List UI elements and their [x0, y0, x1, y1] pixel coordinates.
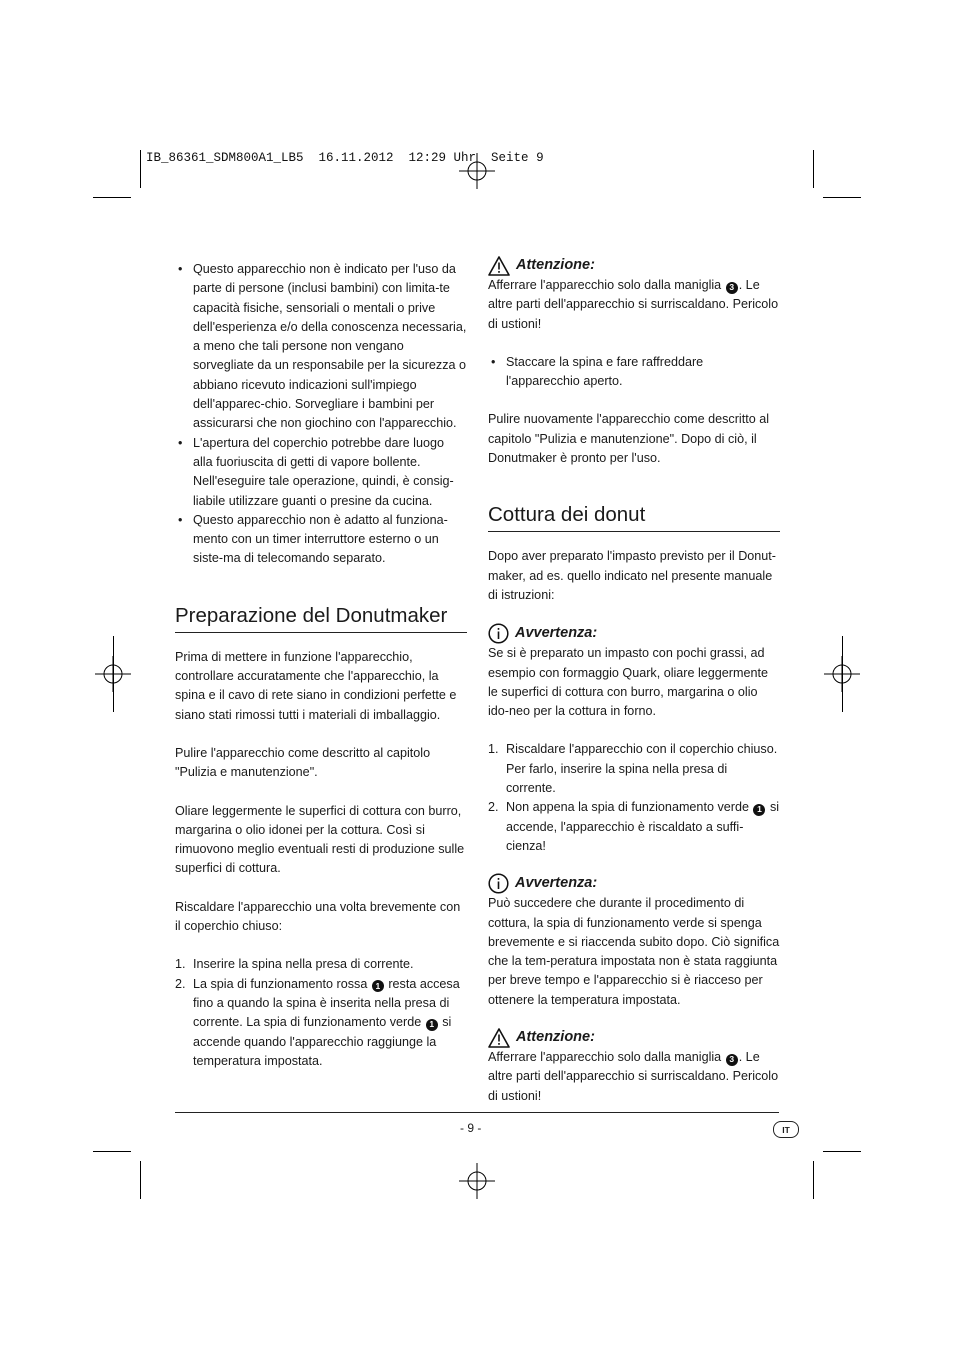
- marker-one-icon: 1: [426, 1019, 438, 1031]
- registration-mark-icon: [459, 153, 495, 189]
- paragraph: Dopo aver preparato l'impasto previsto per il Donut-maker, ad es. quello indicato nel presente manuale di istruzioni:: [488, 549, 777, 602]
- info-heading: [488, 873, 780, 894]
- warning-heading: [488, 1027, 780, 1048]
- info-circle-icon: [488, 873, 509, 894]
- crop-mark: [93, 197, 131, 198]
- warning-title: Attenzione:: [516, 257, 595, 273]
- step-number: 2.: [488, 800, 499, 815]
- list-item: [175, 975, 467, 1071]
- footer-divider: [175, 1112, 779, 1113]
- step-text: Inserire la spina nella presa di corrente.: [193, 957, 414, 972]
- info-text: Se si è preparato un impasto con pochi grassi, ad esempio con formaggio Quark, oliare leggermente le superfici di cottura con burro, margarina o olio ido-neo per la cottura in forno.: [488, 646, 769, 719]
- info-heading: [488, 623, 780, 644]
- steps-list: [175, 955, 467, 1071]
- crop-mark: [842, 636, 843, 712]
- list-item: [488, 798, 780, 856]
- section-heading: Cottura dei donut: [488, 502, 780, 532]
- print-slug: IB_86361_SDM800A1_LB5 16.11.2012 12:29 Uhr Seite 9: [146, 151, 544, 165]
- list-item: [488, 740, 780, 798]
- paragraph: Pulire l'apparecchio come descritto al capitolo "Pulizia e manutenzione".: [175, 745, 431, 780]
- left-column: [175, 260, 467, 1071]
- registration-mark-icon: [459, 1163, 495, 1199]
- bullet-list: [488, 353, 780, 392]
- crop-mark: [140, 150, 141, 188]
- crop-mark: [823, 197, 861, 198]
- marker-one-icon: 1: [753, 804, 765, 816]
- paragraph: Oliare leggermente le superfici di cottura con burro, margarina o olio idonei per la cottura. Così si rimuovono meglio eventuali resti di produzione sulle superfici di cottura.: [175, 803, 465, 876]
- crop-mark: [813, 1161, 814, 1199]
- info-title: Avvertenza:: [515, 875, 598, 892]
- info-text: Può succedere che durante il procedimento di cottura, la spia di funzionamento verde si spenga brevemente e si riaccenda subito dopo. Ciò significa che la tem-peratura impostata non è stata raggiunta per breve tempo e l'apparecchio si è riacceso per ottenere la temperatura impostata.: [488, 896, 780, 1007]
- right-column: [488, 255, 780, 1106]
- list-item: [175, 955, 467, 974]
- crop-mark: [813, 150, 814, 188]
- paragraph: Riscaldare l'apparecchio una volta brevemente con il coperchio chiuso:: [175, 899, 461, 934]
- list-item: • Staccare la spina e fare raffreddare l'apparecchio aperto.: [488, 353, 780, 392]
- crop-mark: [113, 636, 114, 712]
- warning-heading: [488, 255, 780, 276]
- step-number: 1.: [488, 742, 499, 757]
- warning-text: [488, 1048, 780, 1106]
- step-text: si accende, l'apparecchio è riscaldato a suffi-cienza!: [506, 800, 780, 853]
- info-title: Avvertenza:: [515, 625, 598, 642]
- paragraph: Prima di mettere in funzione l'apparecchio, controllare accuratamente che l'apparecchio, la spina e il cavo di rete siano in condizioni perfette e siano stati rimossi tutti i materiali di imballaggio.: [175, 649, 457, 722]
- step-text: Riscaldare l'apparecchio con il coperchio chiuso. Per farlo, inserire la spina nella presa di corrente.: [506, 742, 778, 796]
- marker-one-icon: 1: [372, 980, 384, 992]
- warning-title: Attenzione:: [516, 1029, 595, 1046]
- step-text: Non appena la spia di funzionamento verde: [506, 800, 749, 815]
- info-circle-icon: [488, 623, 509, 644]
- text-run: Afferrare l'apparecchio solo dalla maniglia: [488, 1050, 722, 1065]
- text-run: . Le altre parti dell'apparecchio si surriscaldano. Pericolo di ustioni!: [488, 278, 779, 331]
- text-run: . Le altre parti dell'apparecchio si surriscaldano. Pericolo di ustioni!: [488, 1050, 779, 1103]
- warning-triangle-icon: [488, 1028, 510, 1048]
- crop-mark: [823, 1151, 861, 1152]
- language-badge: IT: [773, 1121, 799, 1138]
- page-number: - 9 -: [460, 1121, 482, 1135]
- list-item: • Questo apparecchio non è adatto al funziona-mento con un timer interruttore esterno o un siste-ma di telecomando separato.: [175, 511, 467, 569]
- section-heading: Preparazione del Donutmaker: [175, 603, 467, 633]
- paragraph: Pulire nuovamente l'apparecchio come descritto al capitolo "Pulizia e manutenzione". Dopo di ciò, il Donutmaker è pronto per l'uso.: [488, 412, 770, 466]
- step-text: si accende quando l'apparecchio raggiunge la temperatura impostata.: [193, 1015, 452, 1068]
- marker-three-icon: 3: [726, 1054, 738, 1066]
- crop-mark: [93, 1151, 131, 1152]
- step-text: La spia di funzionamento rossa: [193, 976, 368, 991]
- text-run: Afferrare l'apparecchio solo dalla maniglia: [488, 278, 722, 292]
- safety-bullet-list: [175, 260, 467, 569]
- crop-mark: [140, 1161, 141, 1199]
- warning-triangle-icon: [488, 256, 510, 276]
- step-text: resta accesa fino a quando la spina è inserita nella presa di corrente. La spia di funzionamento verde: [193, 976, 460, 1030]
- list-item: • Questo apparecchio non è indicato per l'uso da parte di persone (inclusi bambini) con limita-te capacità fisiche, sensoriali o mentali o prive dell'esperienza e/o della conoscenza necessaria, a meno che tali persone non vengano sorvegliate da un responsabile per la sicurezza o abbiano ricevuto indicazioni sull'impiego dell'apparec-chio. Sorvegliare i bambini per assicurarsi che non giochino con l'apparecchio.: [175, 260, 467, 434]
- step-number: 1.: [175, 957, 186, 972]
- list-item: • L'apertura del coperchio potrebbe dare luogo alla fuoriuscita di getti di vapore bollente. Nell'eseguire tale operazione, quindi, è consig-liabile utilizzare guanti o presine da cucina.: [175, 434, 467, 511]
- warning-text: [488, 276, 780, 334]
- marker-three-icon: 3: [726, 282, 738, 294]
- steps-list: [488, 740, 780, 856]
- step-number: 2.: [175, 976, 186, 991]
